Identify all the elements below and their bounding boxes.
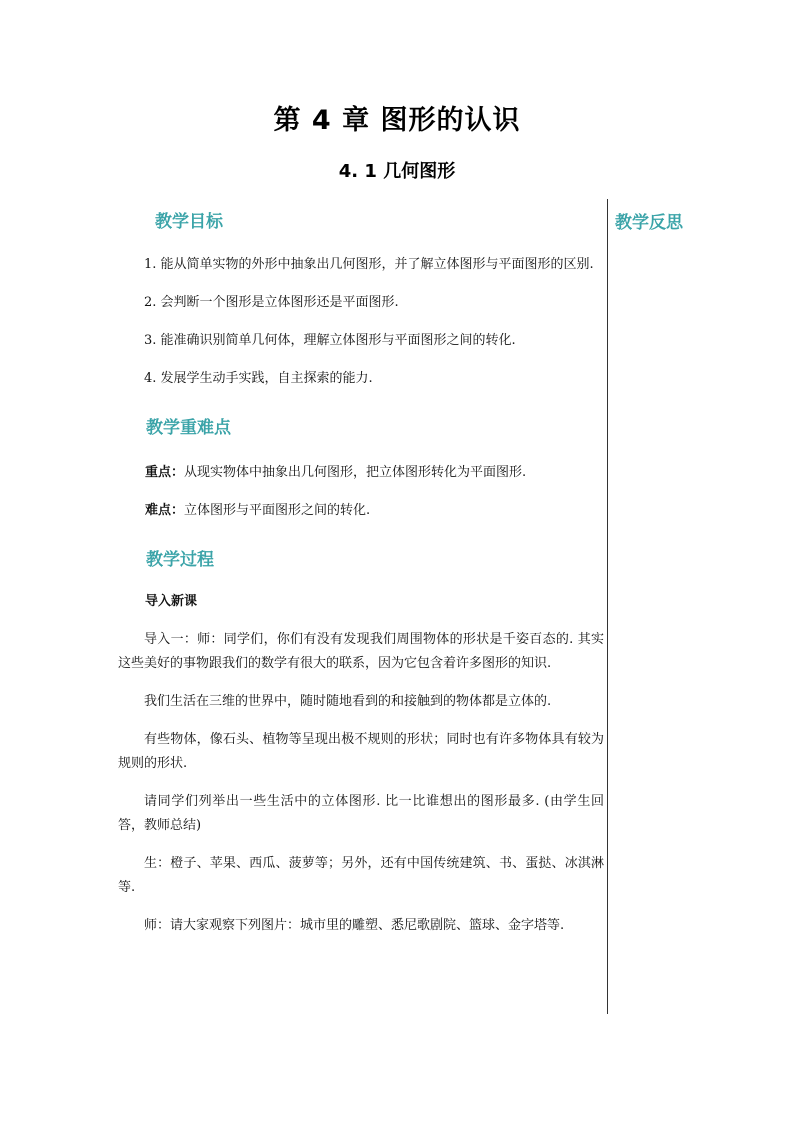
- goal-item: 1. 能从简单实物的外形中抽象出几何图形，并了解立体图形与平面图形的区别.: [144, 257, 594, 272]
- key-point-label: 重点：: [145, 465, 185, 480]
- difficulties-heading: 教学重难点: [146, 418, 231, 438]
- process-heading: 教学过程: [146, 550, 214, 570]
- difficulties-block: [118, 461, 604, 523]
- section-title: 4. 1 几何图形: [338, 161, 456, 182]
- key-point-text: 从现实物体中抽象出几何图形，把立体图形转化为平面图形.: [184, 465, 527, 480]
- column-divider: [607, 199, 608, 1014]
- intro-subheading: 导入新课: [145, 594, 198, 609]
- intro-paragraphs: [118, 628, 604, 938]
- intro-paragraph: 有些物体，像石头、植物等呈现出极不规则的形状；同时也有许多物体具有较为规则的形状.: [118, 732, 604, 771]
- key-point: [118, 461, 604, 485]
- intro-paragraph: 生：橙子、苹果、西瓜、菠萝等；另外，还有中国传统建筑、书、蛋挞、冰淇淋等.: [118, 856, 604, 895]
- intro-paragraph: 请同学们列举出一些生活中的立体图形. 比一比谁想出的图形最多. (由学生回答，教师总结): [118, 794, 604, 833]
- hard-point: [118, 499, 604, 523]
- goals-heading: 教学目标: [155, 212, 223, 232]
- reflection-heading: 教学反思: [615, 213, 683, 233]
- goal-item: 4. 发展学生动手实践，自主探索的能力.: [144, 371, 373, 386]
- main-column: [118, 207, 604, 952]
- intro-paragraph: 我们生活在三维的世界中，随时随地看到的和接触到的物体都是立体的.: [144, 694, 552, 709]
- intro-paragraph: 导入一：师：同学们，你们有没有发现我们周围物体的形状是千姿百态的. 其实这些美好的事物跟我们的数学有很大的联系，因为它包含着许多图形的知识.: [118, 632, 604, 671]
- chapter-title: 第 4 章 图形的认识: [273, 105, 521, 136]
- goal-item: 3. 能准确识别简单几何体，理解立体图形与平面图形之间的转化.: [144, 333, 516, 348]
- hard-point-label: 难点：: [145, 503, 185, 518]
- goals-list: [118, 253, 604, 391]
- goal-item: 2. 会判断一个图形是立体图形还是平面图形.: [144, 295, 399, 310]
- hard-point-text: 立体图形与平面图形之间的转化.: [184, 503, 371, 518]
- intro-paragraph: 师：请大家观察下列图片：城市里的雕塑、悉尼歌剧院、篮球、金字塔等.: [144, 918, 565, 933]
